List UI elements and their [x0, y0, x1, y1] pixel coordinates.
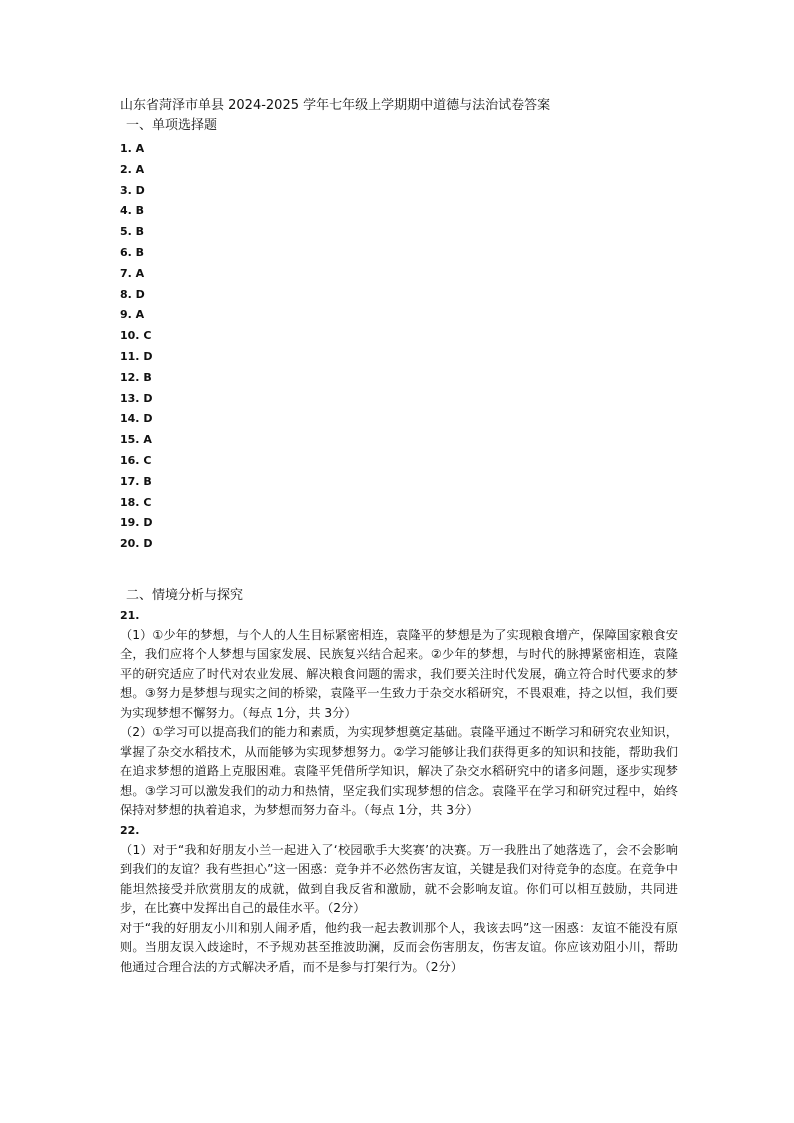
section-spacer	[120, 555, 678, 586]
answer-item: 3. D	[120, 183, 145, 197]
answer-item: 4. B	[120, 204, 145, 218]
answer-list	[120, 139, 678, 555]
answer-item: 12. B	[120, 370, 152, 384]
section-2-heading: 二、情境分析与探究	[126, 587, 244, 603]
question-number: 22.	[120, 823, 140, 837]
answer-item: 11. D	[120, 349, 153, 363]
question-21	[120, 606, 678, 821]
answer-item: 13. D	[120, 391, 153, 405]
answer-item: 14. D	[120, 412, 153, 426]
answer-item: 18. C	[120, 495, 152, 509]
answer-item: 16. C	[120, 453, 152, 467]
answer-item: 1. A	[120, 142, 145, 155]
answer-item: 19. D	[120, 516, 153, 530]
page-title: 山东省菏泽市单县 2024-2025 学年七年级上学期期中道德与法治试卷答案	[120, 98, 551, 113]
answer-paragraph: （1）对于“我和好朋友小兰一起进入了‘校园歌手大奖赛’的决赛。万一我胜出了她落选了，会不会影响到我们的友谊？我有些担心”这一困惑：竞争并不必然伤害友谊，关键是我们对待竞争的态度。在竞争中能坦然接受并欣赏朋友的成就，做到自我反省和激励，就不会影响友谊。你们可以相互鼓励，共同进步，在比赛中发挥出自己的最佳水平。（2分）	[120, 842, 678, 916]
answer-item: 10. C	[120, 329, 152, 343]
answer-item: 20. D	[120, 537, 153, 551]
question-number: 21.	[120, 608, 140, 622]
answer-item: 7. A	[120, 266, 145, 280]
answer-paragraph: （2）①学习可以提高我们的能力和素质，为实现梦想奠定基础。袁隆平通过不断学习和研究农业知识，掌握了杂交水稻技术，从而能够为实现梦想努力。②学习能够让我们获得更多的知识和技能，帮助我们在追求梦想的道路上克服困难。袁隆平凭借所学知识，解决了杂交水稻研究中的诸多问题，逐步实现梦想。③学习可以激发我们的动力和热情，坚定我们实现梦想的信念。袁隆平在学习和研究过程中，始终保持对梦想的执着追求，为梦想而努力奋斗。（每点 1分，共 3分）	[120, 725, 678, 818]
answer-item: 8. D	[120, 287, 145, 301]
answer-item: 5. B	[120, 225, 145, 239]
answer-item: 6. B	[120, 245, 145, 259]
answer-paragraph: 对于“我的好朋友小川和别人闹矛盾，他约我一起去教训那个人，我该去吗”这一困惑：友谊不能没有原则。当朋友误入歧途时，不予规劝甚至推波助澜，反而会伤害朋友，伤害友谊。你应该劝阻小川，帮助他通过合理合法的方式解决矛盾，而不是参与打架行为。（2分）	[120, 920, 678, 974]
section-1-heading: 一、单项选择题	[126, 118, 218, 133]
answer-item: 15. A	[120, 433, 152, 447]
answer-paragraph: （1）①少年的梦想，与个人的人生目标紧密相连，袁隆平的梦想是为了实现粮食增产，保障国家粮食安全，我们应将个人梦想与国家发展、民族复兴结合起来。②少年的梦想，与时代的脉搏紧密相连，袁隆平的研究适应了时代对农业发展、解决粮食问题的需求，我们要关注时代发展，确立符合时代要求的梦想。③努力是梦想与现实之间的桥梁，袁隆平一生致力于杂交水稻研究，不畏艰难，持之以恒，我们要为实现梦想不懈努力。（每点 1分，共 3分）	[120, 627, 678, 720]
answer-item: 2. A	[120, 162, 145, 176]
answer-item: 17. B	[120, 474, 152, 488]
answer-document	[120, 96, 678, 977]
question-22	[120, 821, 678, 978]
answer-item: 9. A	[120, 308, 145, 322]
